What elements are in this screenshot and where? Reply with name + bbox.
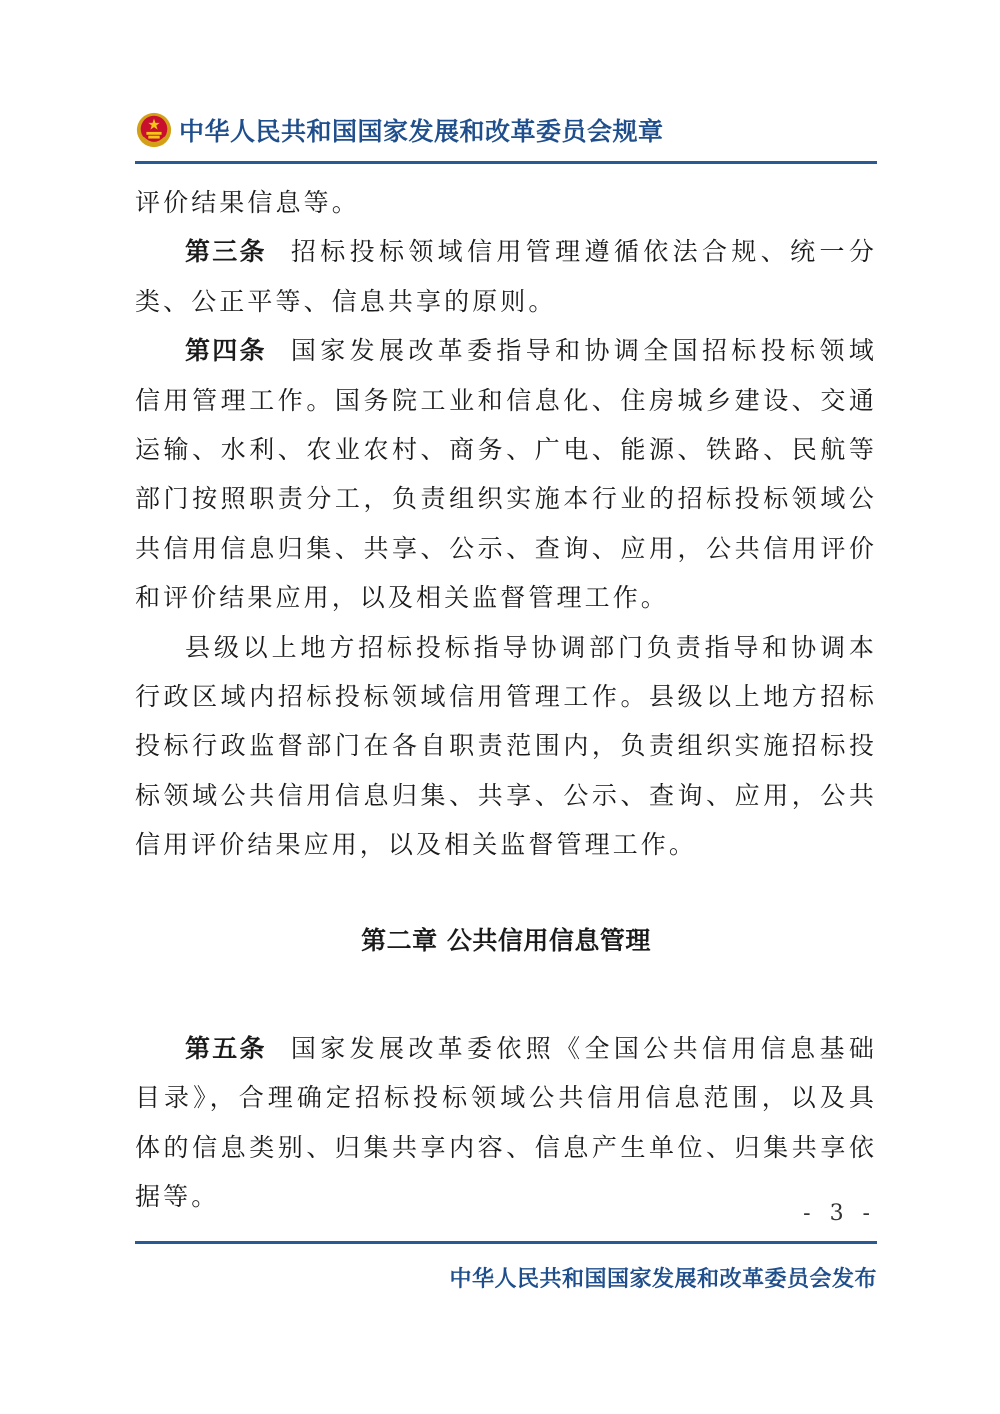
article-number: 第三条: [185, 237, 267, 267]
footer-divider: [135, 1241, 877, 1244]
article-five: [135, 1024, 877, 1222]
header-title: 中华人民共和国国家发展和改革委员会规章: [179, 117, 664, 146]
paragraph: [135, 326, 877, 622]
paragraph: [135, 178, 877, 227]
paragraph-text: 县级以上地方招标投标指导协调部门负责指导和协调本行政区域内招标投标领域信用管理工作。县级以上地方招标投标行政监督部门在各自职责范围内，负责组织实施招标投标领域公共信用信息归集、共享、公示、查询、应用，公共信用评价结果应用，以及相关监督管理工作。: [135, 632, 877, 860]
paragraph-text: 国家发展改革委依照《全国公共信用信息基础目录》，合理确定招标投标领域公共信用信息范围，以及具体的信息类别、归集共享内容、信息产生单位、归集共享依据等。: [135, 1034, 877, 1212]
body-text: [135, 178, 877, 870]
paragraph: [135, 1024, 877, 1222]
article-number: 第五条: [185, 1034, 267, 1063]
paragraph: [135, 623, 877, 870]
paragraph-text: 招标投标领域信用管理遵循依法合规、统一分类、公正平等、信息共享的原则。: [135, 237, 877, 316]
paragraph-text: 国家发展改革委指导和协调全国招标投标领域信用管理工作。国务院工业和信息化、住房城乡建设、交通运输、水利、农业农村、商务、广电、能源、铁路、民航等部门按照职责分工，负责组织实施本行业的招标投标领域公共信用信息归集、共享、公示、查询、应用，公共信用评价和评价结果应用，以及相关监督管理工作。: [135, 336, 877, 613]
footer-text: 中华人民共和国国家发展和改革委员会发布: [449, 1267, 877, 1292]
chapter-heading: 第二章 公共信用信息管理: [361, 926, 651, 955]
paragraph: [135, 227, 877, 326]
page-number: - 3 -: [803, 1201, 876, 1226]
national-emblem-icon: [135, 111, 173, 149]
page-header: [135, 104, 877, 156]
paragraph-text: 评价结果信息等。: [135, 188, 360, 217]
article-number: 第四条: [185, 336, 267, 366]
header-divider: [135, 161, 877, 164]
